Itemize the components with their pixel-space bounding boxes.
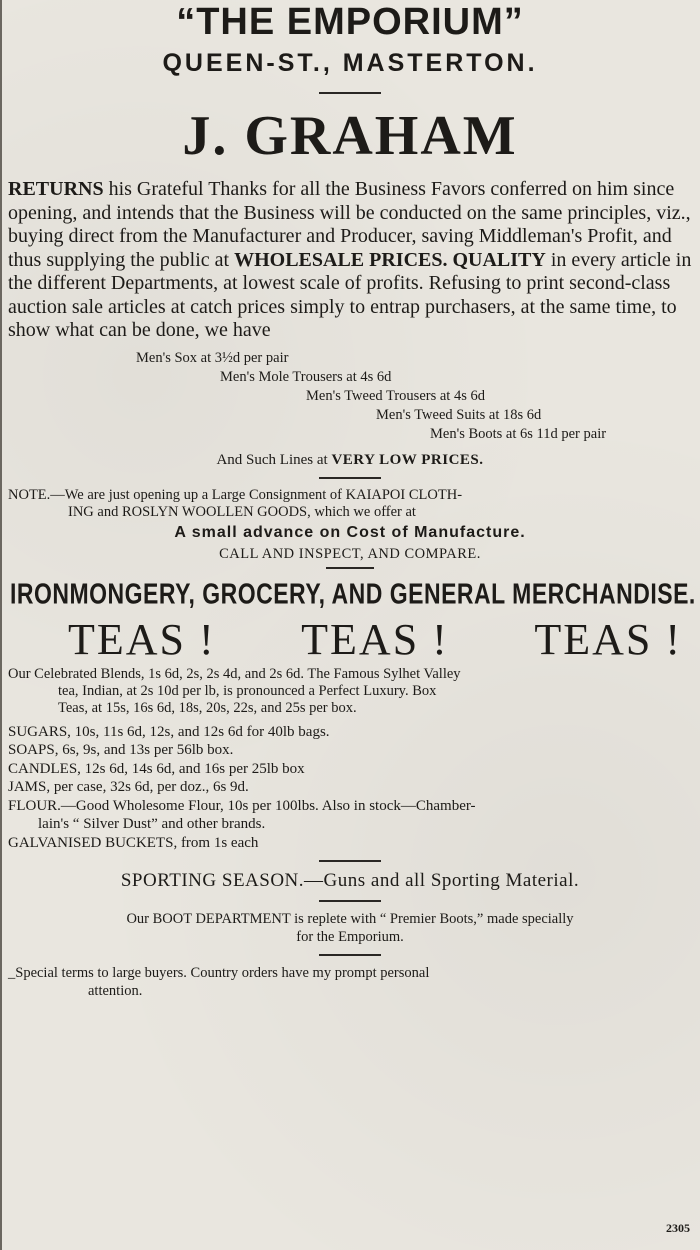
sporting-line: SPORTING SEASON.—Guns and all Sporting Material. [120,870,580,891]
intro-quality: QUALITY [452,248,546,271]
ironmongery-heading: IRONMONGERY, GROCERY, AND GENERAL MERCHANDISE. [10,576,696,609]
goods-item: lain's “ Silver Dust” and other brands. [38,816,266,832]
intro-wholesale: WHOLESALE PRICES. [234,248,448,271]
teas-line-1: Our Celebrated Blends, 1s 6d, 2s, 2s 4d, and 2s 6d. The Famous Sylhet Valley [8,665,461,682]
price-item: Men's Boots at 6s 11d per pair [430,425,607,442]
special-line-1: _Special terms to large buyers. Country orders have my prompt personal [8,965,430,981]
divider [319,477,381,479]
divider [319,860,381,862]
teas-line-3: Teas, at 15s, 16s 6d, 18s, 20s, 22s, and 25s per box. [58,699,357,716]
divider [319,900,381,902]
divider [319,954,381,956]
intro-paragraph [8,178,692,343]
intro-text-2: in every article in the different Departments, at lowest scale of profits. Refusing to print second-class auction sale articles at catch prices simply to entrap purchasers, at the same time, to show what can be done, we have [8,248,692,341]
teas-word: TEAS ! [68,614,216,664]
teas-line-2: tea, Indian, at 2s 10d per lb, is pronounced a Perfect Luxury. Box [58,682,437,699]
boot-line-2: for the Emporium. [296,929,404,945]
special-terms [8,964,692,1000]
proprietor-name: J. GRAHAM [182,105,518,167]
intro-text: his Grateful Thanks for all the Business Favors conferred on him since opening, and intends that the Business will be conducted on the same principles, viz., buying direct from the Manufacturer and Producer, saving Middleman's Profit, and thus supplying the public at [8,178,691,271]
note-block [8,487,692,521]
store-address: QUEEN-ST., MASTERTON. [162,49,538,77]
price-item: Men's Mole Trousers at 4s 6d [220,368,392,385]
price-list [8,349,692,444]
teas-word: TEAS ! [301,614,449,664]
lines-note-text: And Such Lines at [216,451,328,468]
goods-list [8,723,692,853]
note-line-1: NOTE.—We are just opening up a Large Consignment of KAIAPOI CLOTH- [8,486,463,503]
goods-item: SUGARS, 10s, 11s 6d, 12s, and 12s 6d for 40lb bags. [8,723,330,740]
goods-item: FLOUR.—Good Wholesome Flour, 10s per 100lbs. Also in stock—Chamber- [8,797,476,814]
divider [319,92,381,94]
goods-item: JAMS, per case, 32s 6d, per doz., 6s 9d. [8,779,249,795]
special-line-2: attention. [88,983,143,999]
intro-lead: RETURNS [8,178,104,200]
price-item: Men's Sox at 3½d per pair [136,349,289,366]
boot-department [8,910,692,946]
goods-item: SOAPS, 6s, 9s, and 13s per 56lb box. [8,742,234,758]
teas-description [8,666,692,717]
advance-line: A small advance on Cost of Manufacture. [174,523,526,541]
ad-reference-number: 2305 [666,1221,690,1235]
call-line: CALL AND INSPECT, AND COMPARE. [219,545,481,562]
divider [326,567,374,569]
note-line-2: ING and ROSLYN WOOLLEN GOODS, which we offer at [68,503,416,520]
teas-word: TEAS ! [534,614,682,664]
goods-item: GALVANISED BUCKETS, from 1s each [8,834,259,851]
teas-heading [8,614,692,664]
lines-note [8,452,692,469]
price-item: Men's Tweed Trousers at 4s 6d [306,387,485,404]
goods-item: CANDLES, 12s 6d, 14s 6d, and 16s per 25lb box [8,760,305,777]
lines-note-emph: VERY LOW PRICES. [331,451,484,468]
boot-line-1: Our BOOT DEPARTMENT is replete with “ Premier Boots,” made specially [126,911,574,927]
price-item: Men's Tweed Suits at 18s 6d [376,406,542,423]
store-title: “THE EMPORIUM” [176,1,524,43]
